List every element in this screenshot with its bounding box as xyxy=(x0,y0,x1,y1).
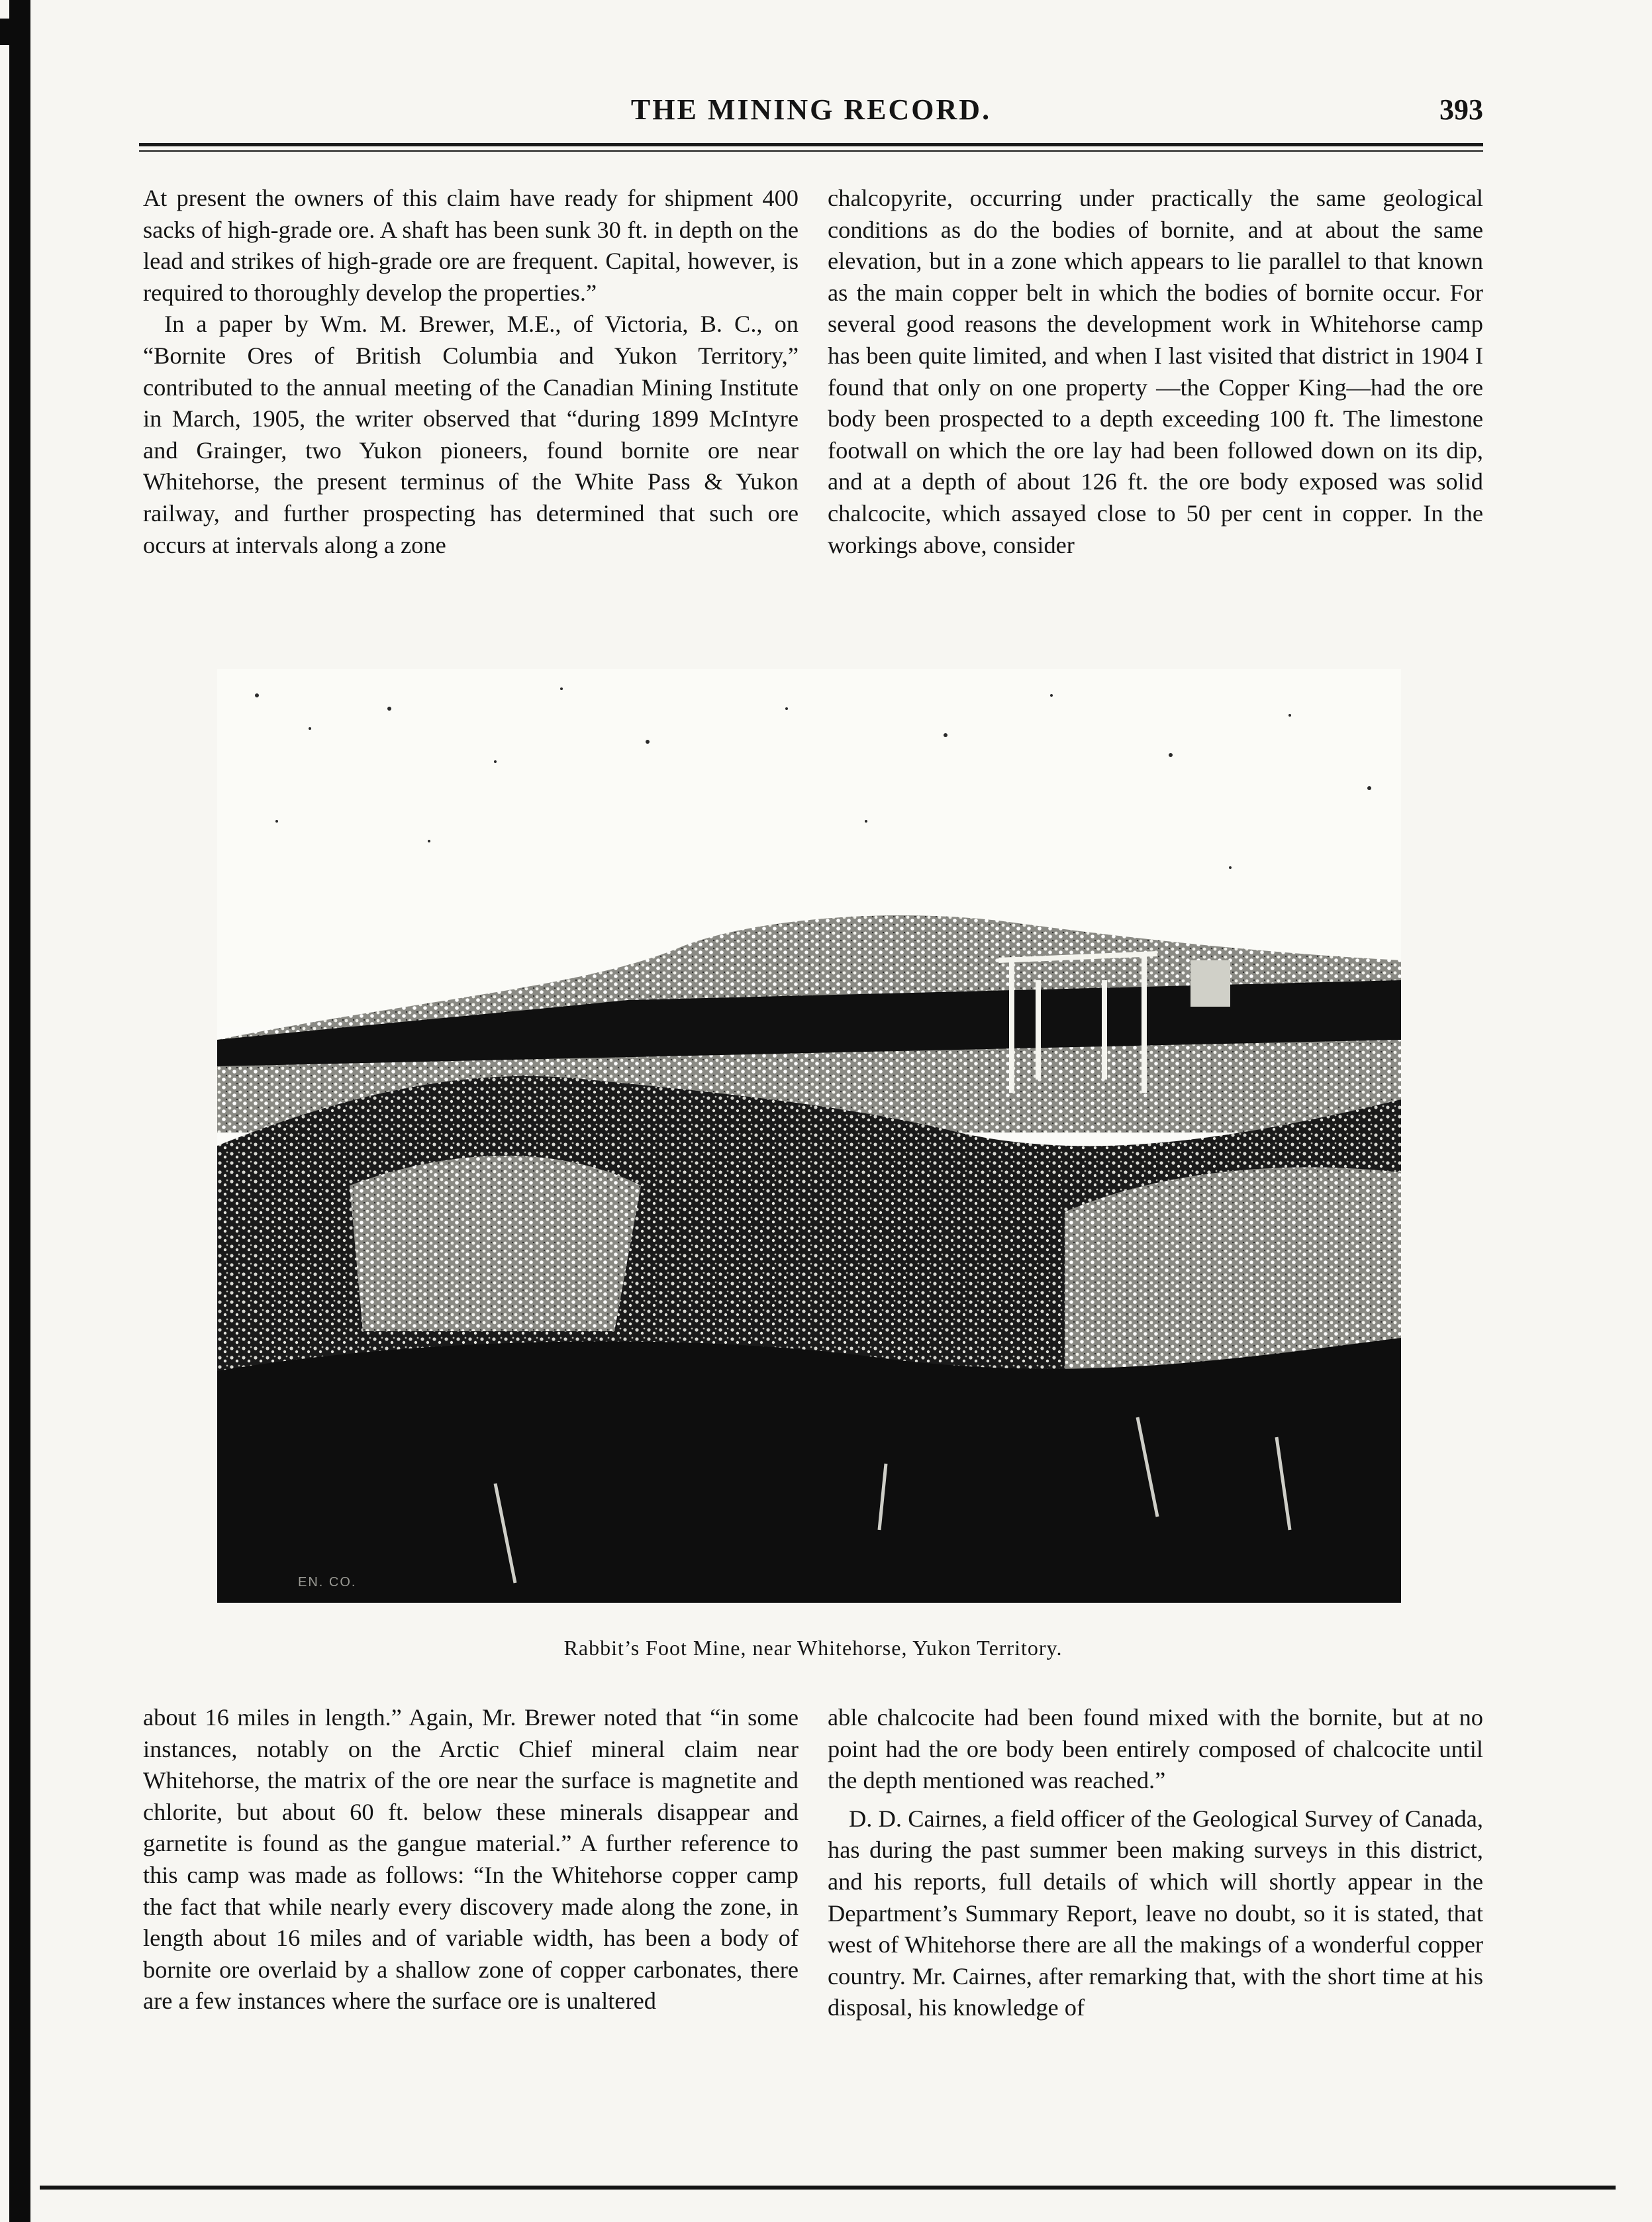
header-rule-thin xyxy=(139,150,1483,152)
figure-caption: Rabbit’s Foot Mine, near Whitehorse, Yukon Territory. xyxy=(563,1636,1063,1660)
paragraph: chalcopyrite, occurring under practically the same geological conditions as do the bodies of bornite, and at about the same elevation, but in a zone which appears to lie parallel to that known as the main copper belt in which the bodies of bornite occur. For several good reasons the development work in Whitehorse camp has been quite limited, and when I last visited that district in 1904 I found that only on one property —the Copper King—had the ore body been prospected to a depth exceeding 100 ft. The limestone footwall on which the ore lay had been followed down on its dip, and at a depth of about 126 ft. the ore body exposed was solid chalcocite, which assayed close to 50 per cent in copper. In the workings above, consider xyxy=(828,185,1483,558)
mine-photograph xyxy=(217,669,1401,1603)
column-left-top xyxy=(143,183,799,561)
column-right-bottom xyxy=(828,1702,1483,2024)
bottom-rule xyxy=(40,2186,1616,2190)
paragraph: able chalcocite had been found mixed with the bornite, but at no point had the ore body been entirely composed of chalcocite until the depth mentioned was reached.” xyxy=(828,1704,1483,1794)
journal-title: THE MINING RECORD. xyxy=(630,93,992,126)
paragraph: In a paper by Wm. M. Brewer, M.E., of Victoria, B. C., on “Bornite Ores of British Columbia and Yukon Territory,” contributed to the annual meeting of the Canadian Mining Institute in March, 1905, the writer observed that “during 1899 McIntyre and Grainger, two Yukon pioneers, found bornite ore near Whitehorse, the present terminus of the White Pass & Yukon railway, and further prospecting has determined that such ore occurs at intervals along a zone xyxy=(143,311,799,558)
column-right-top xyxy=(828,183,1483,561)
page-number: 393 xyxy=(1439,93,1483,126)
column-left-bottom xyxy=(143,1702,799,2017)
photo-landscape xyxy=(217,669,1401,1603)
page-edge-notch xyxy=(0,19,11,45)
engraver-mark: EN. CO. xyxy=(298,1575,357,1590)
paragraph: D. D. Cairnes, a field officer of the Geological Survey of Canada, has during the past summer been making surveys in this district, and his reports, full details of which will shortly appear in the Department’s Summary Report, leave no doubt, so it is stated, that west of Whitehorse there are all the makings of a wonderful copper country. Mr. Cairnes, after remarking that, with the short time at his disposal, his knowledge of xyxy=(828,1805,1483,2021)
running-head xyxy=(139,93,1483,139)
header-rule xyxy=(139,143,1483,146)
page-edge-bar xyxy=(9,0,30,2222)
paragraph: At present the owners of this claim have ready for shipment 400 sacks of high-grade ore. A shaft has been sunk 30 ft. in depth on the lead and strikes of high-grade ore are frequent. Capital, however, is required to thoroughly develop the properties.” xyxy=(143,185,799,306)
paragraph: about 16 miles in length.” Again, Mr. Brewer noted that “in some instances, notably on the Arctic Chief mineral claim near Whitehorse, the matrix of the ore near the surface is magnetite and chlorite, but about 60 ft. below these minerals disappear and garnetite is found as the gangue material.” A further reference to this camp was made as follows: “In the Whitehorse copper camp the fact that while nearly every discovery made along the zone, in length about 16 miles and of variable width, has been a body of bornite ore overlaid by a shallow zone of copper carbonates, there are a few instances where the surface ore is unaltered xyxy=(143,1704,799,2015)
